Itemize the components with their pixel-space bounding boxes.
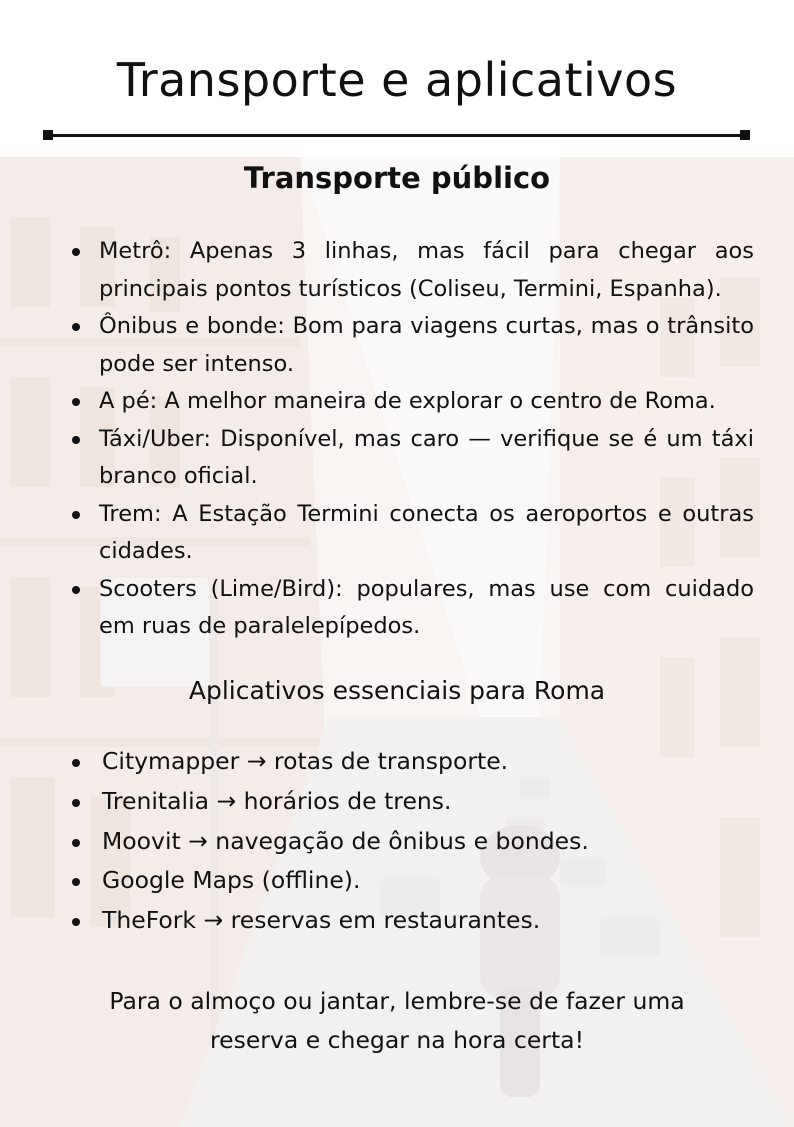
list-item: Citymapper → rotas de transporte. — [70, 742, 754, 782]
apps-list — [70, 742, 754, 941]
list-item: Metrô: Apenas 3 linhas, mas fácil para chegar aos principais pontos turísticos (Coliseu, Termini, Espanha). — [70, 233, 754, 308]
list-item: Moovit → navegação de ônibus e bondes. — [70, 822, 754, 862]
list-item: TheFork → reservas em restaurantes. — [70, 901, 754, 941]
bullet-icon — [72, 436, 80, 444]
bullet-icon — [72, 759, 80, 767]
bullet-icon — [72, 398, 80, 406]
list-item: Trenitalia → horários de trens. — [70, 782, 754, 822]
apps-heading: Aplicativos essenciais para Roma — [188, 676, 606, 705]
bullet-icon — [72, 878, 80, 886]
page-title: Transporte e aplicativos — [116, 53, 678, 107]
closing-note — [60, 982, 734, 1060]
bullet-icon — [72, 839, 80, 847]
list-item: A pé: A melhor maneira de explorar o centro de Roma. — [70, 383, 754, 421]
bullet-icon — [72, 511, 80, 519]
list-item: Táxi/Uber: Disponível, mas caro — verifique se é um táxi branco oficial. — [70, 421, 754, 496]
bullet-icon — [72, 248, 80, 256]
list-item: Google Maps (offline). — [70, 861, 754, 901]
list-item: Scooters (Lime/Bird): populares, mas use com cuidado em ruas de paralelepípedos. — [70, 571, 754, 646]
bullet-icon — [72, 586, 80, 594]
public-transport-list — [70, 233, 754, 646]
closing-line-1: Para o almoço ou jantar, lembre-se de fazer uma — [109, 987, 685, 1015]
public-transport-heading: Transporte público — [243, 161, 551, 195]
closing-line-2: reserva e chegar na hora certa! — [209, 1026, 585, 1054]
bullet-icon — [72, 323, 80, 331]
list-item: Trem: A Estação Termini conecta os aeroportos e outras cidades. — [70, 496, 754, 571]
bullet-icon — [72, 799, 80, 807]
bullet-icon — [72, 918, 80, 926]
list-item: Ônibus e bonde: Bom para viagens curtas, mas o trânsito pode ser intenso. — [70, 308, 754, 383]
